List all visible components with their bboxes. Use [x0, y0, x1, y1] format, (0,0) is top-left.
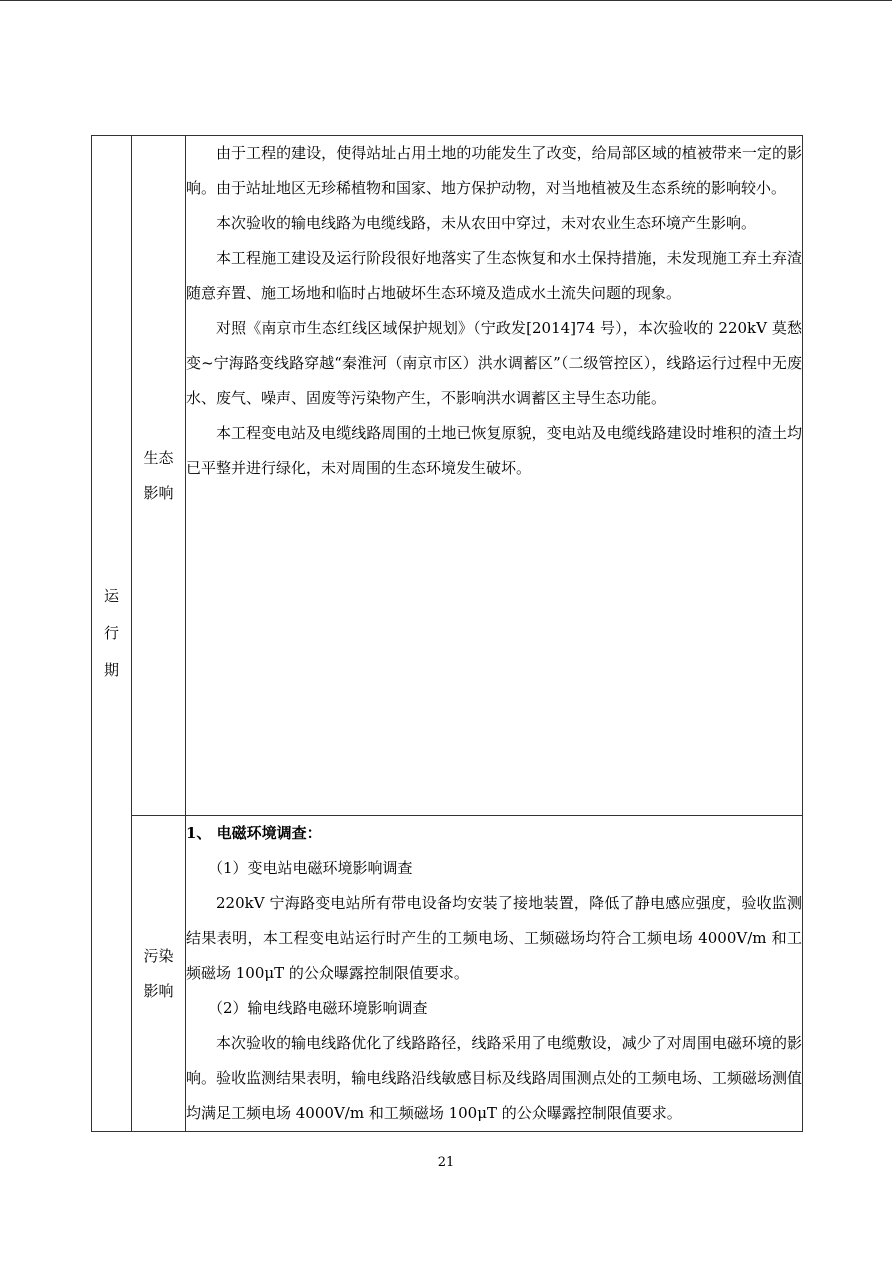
ecology-paragraph: 由于工程的建设，使得站址占用土地的功能发生了改变，给局部区域的植被带来一定的影响。由于站址地区无珍稀植物和国家、地方保护动物，对当地植被及生态系统的影响较小。	[186, 144, 802, 197]
phase-label	[104, 578, 119, 689]
phase-char: 运	[103, 587, 119, 605]
ecology-content-cell	[186, 136, 803, 816]
ecology-label-line: 影响	[143, 483, 174, 502]
pollution-label-line: 影响	[143, 981, 174, 1000]
ecology-label-line: 生态	[143, 448, 174, 467]
pollution-heading: 1、 电磁环境调查：	[186, 824, 322, 842]
phase-char: 行	[103, 624, 119, 642]
ecology-paragraph: 本工程变电站及电缆线路周围的土地已恢复原貌，变电站及电缆线路建设时堆积的渣土均已平整并进行绿化，未对周围的生态环境发生破坏。	[186, 424, 802, 477]
phase-char: 期	[103, 661, 119, 679]
pollution-subheading: （1）变电站电磁环境影响调查	[208, 859, 413, 877]
report-table	[91, 135, 803, 1132]
ecology-paragraph: 对照《南京市生态红线区域保护规划》（宁政发[2014]74 号），本次验收的 220kV 莫愁变~宁海路变线路穿越“秦淮河（南京市区）洪水调蓄区”（二级管控区），线路运行过程中无废水、废气、噪声、固废等污染物产生，不影响洪水调蓄区主导生态功能。	[186, 319, 802, 407]
pollution-label-cell	[132, 816, 186, 1132]
ecology-paragraph: 本工程施工建设及运行阶段很好地落实了生态恢复和水土保持措施，未发现施工弃土弃渣随意弃置、施工场地和临时占地破坏生态环境及造成水土流失问题的现象。	[186, 249, 802, 302]
table-row	[92, 816, 803, 1132]
page-number: 21	[437, 1155, 455, 1170]
ecology-paragraph: 本次验收的输电线路为电缆线路，未从农田中穿过，未对农业生态环境产生影响。	[216, 214, 757, 232]
pollution-paragraph: 220kV 宁海路变电站所有带电设备均安装了接地装置，降低了静电感应强度，验收监测结果表明，本工程变电站运行时产生的工频电场、工频磁场均符合工频电场 4000V/m 和工频磁场 100μT 的公众曝露控制限值要求。	[186, 894, 802, 982]
table-row	[92, 136, 803, 816]
pollution-label-line: 污染	[143, 946, 174, 965]
ecology-label-cell	[132, 136, 186, 816]
pollution-paragraph: 本次验收的输电线路优化了线路路径，线路采用了电缆敷设，减少了对周围电磁环境的影响。验收监测结果表明，输电线路沿线敏感目标及线路周围测点处的工频电场、工频磁场测值均满足工频电场 4000V/m 和工频磁场 100μT 的公众曝露控制限值要求。	[186, 1034, 802, 1122]
pollution-subheading: （2）输电线路电磁环境影响调查	[208, 999, 428, 1017]
pollution-content-cell	[186, 816, 803, 1132]
phase-cell	[92, 136, 132, 1132]
top-border-line	[0, 0, 892, 1]
